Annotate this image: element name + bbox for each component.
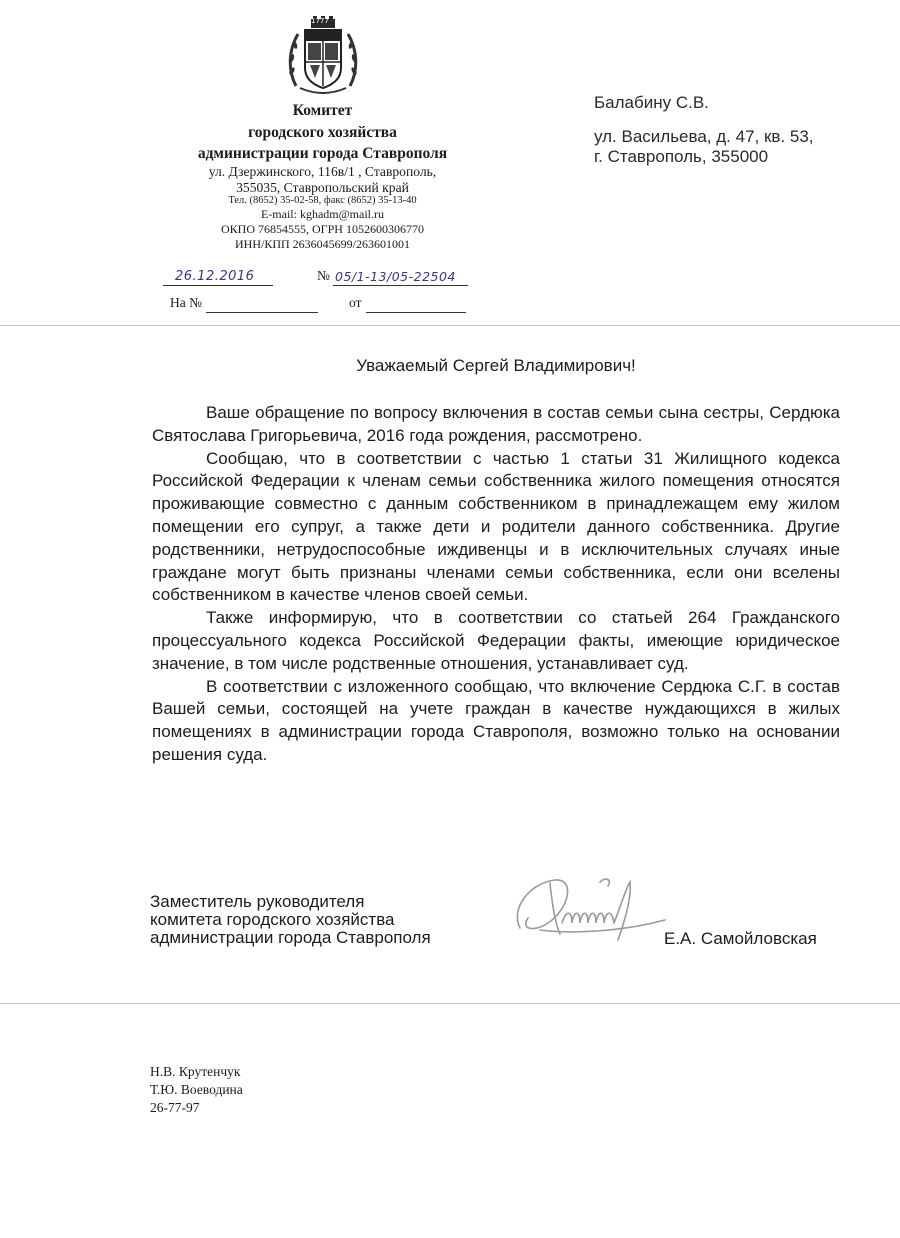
letter-body bbox=[152, 402, 840, 767]
paragraph-conclusion: В соответствии с изложенного сообщаю, что включение Сердюка С.Г. в состав Вашей семьи, состоящей на учете граждан в качестве нуждающихся в жилых помещениях в администрации города Ставрополя, возможно только на основании решения суда. bbox=[152, 676, 840, 764]
signer-name: Е.А. Самойловская bbox=[664, 929, 817, 948]
org-name-line-3: администрации города Ставрополя bbox=[197, 145, 448, 162]
executor-name-2: Т.Ю. Воеводина bbox=[150, 1082, 243, 1097]
outgoing-date-field bbox=[163, 268, 273, 286]
reference-date-field bbox=[366, 298, 466, 313]
outgoing-number-label: № bbox=[317, 268, 330, 283]
org-phone: Тел. (8652) 35-02-58, факс (8652) 35-13-40 bbox=[228, 195, 417, 206]
outgoing-number-field bbox=[333, 268, 468, 286]
org-name-line-2: городского хозяйства bbox=[248, 124, 397, 141]
paragraph-housing-code: Сообщаю, что в соответствии с частью 1 статьи 31 Жилищного кодекса Российской Федерации к членам семьи собственника жилого помещения относятся проживающие совместно с данным собственником в принадлежащем ему жилом помещении его супруг, а также дети и родители данного собственника. Другие родственники, нетрудоспособные иждивенцы и в исключительных случаях иные граждане могут быть признаны членами семьи собственника, если они вселены собственником в качестве членов своей семьи. bbox=[152, 448, 840, 605]
footer-divider bbox=[0, 1003, 900, 1004]
org-okpo: ОКПО 76854555, ОГРН 1052600306770 bbox=[221, 222, 424, 236]
salutation: Уважаемый Сергей Владимирович! bbox=[356, 356, 636, 375]
executor-phone: 26-77-97 bbox=[150, 1100, 200, 1115]
reference-number-label: На № bbox=[170, 295, 202, 310]
handwritten-signature bbox=[500, 868, 680, 948]
header-divider bbox=[0, 325, 900, 326]
addressee-city: г. Ставрополь, 355000 bbox=[594, 147, 769, 166]
org-address-line-1: ул. Дзержинского, 116в/1 , Ставрополь, bbox=[208, 164, 437, 179]
org-address-line-2: 355035, Ставропольский край bbox=[236, 180, 409, 195]
reference-date-label: от bbox=[349, 295, 362, 310]
org-name-line-1: Комитет bbox=[292, 102, 353, 119]
addressee-name: Балабину С.В. bbox=[594, 93, 709, 112]
org-inn: ИНН/КПП 2636045699/263601001 bbox=[234, 237, 410, 251]
coat-year: 1777 bbox=[311, 17, 329, 25]
org-email: E-mail: kghadm@mail.ru bbox=[260, 207, 385, 221]
signer-title-line-1: Заместитель руководителя bbox=[150, 892, 365, 911]
coat-of-arms-icon bbox=[286, 16, 360, 100]
executor-name-1: Н.В. Крутенчук bbox=[150, 1064, 241, 1079]
reference-number-field bbox=[206, 298, 318, 313]
signer-title-line-3: администрации города Ставрополя bbox=[150, 928, 431, 947]
paragraph-request: Ваше обращение по вопросу включения в состав семьи сына сестры, Сердюка Святослава Григорьевича, 2016 года рождения, рассмотрено. bbox=[152, 403, 840, 445]
addressee-street: ул. Васильева, д. 47, кв. 53, bbox=[594, 127, 814, 146]
paragraph-civil-procedure: Также информирую, что в соответствии со статьей 264 Гражданского процессуального кодекса Российской Федерации факты, имеющие юридическое значение, в том числе родственные отношения, устанавливает суд. bbox=[152, 608, 840, 673]
outgoing-number: 05/1-13/05-22504 bbox=[335, 269, 456, 284]
outgoing-date: 26.12.2016 bbox=[175, 269, 255, 284]
signer-title-line-2: комитета городского хозяйства bbox=[150, 910, 395, 929]
